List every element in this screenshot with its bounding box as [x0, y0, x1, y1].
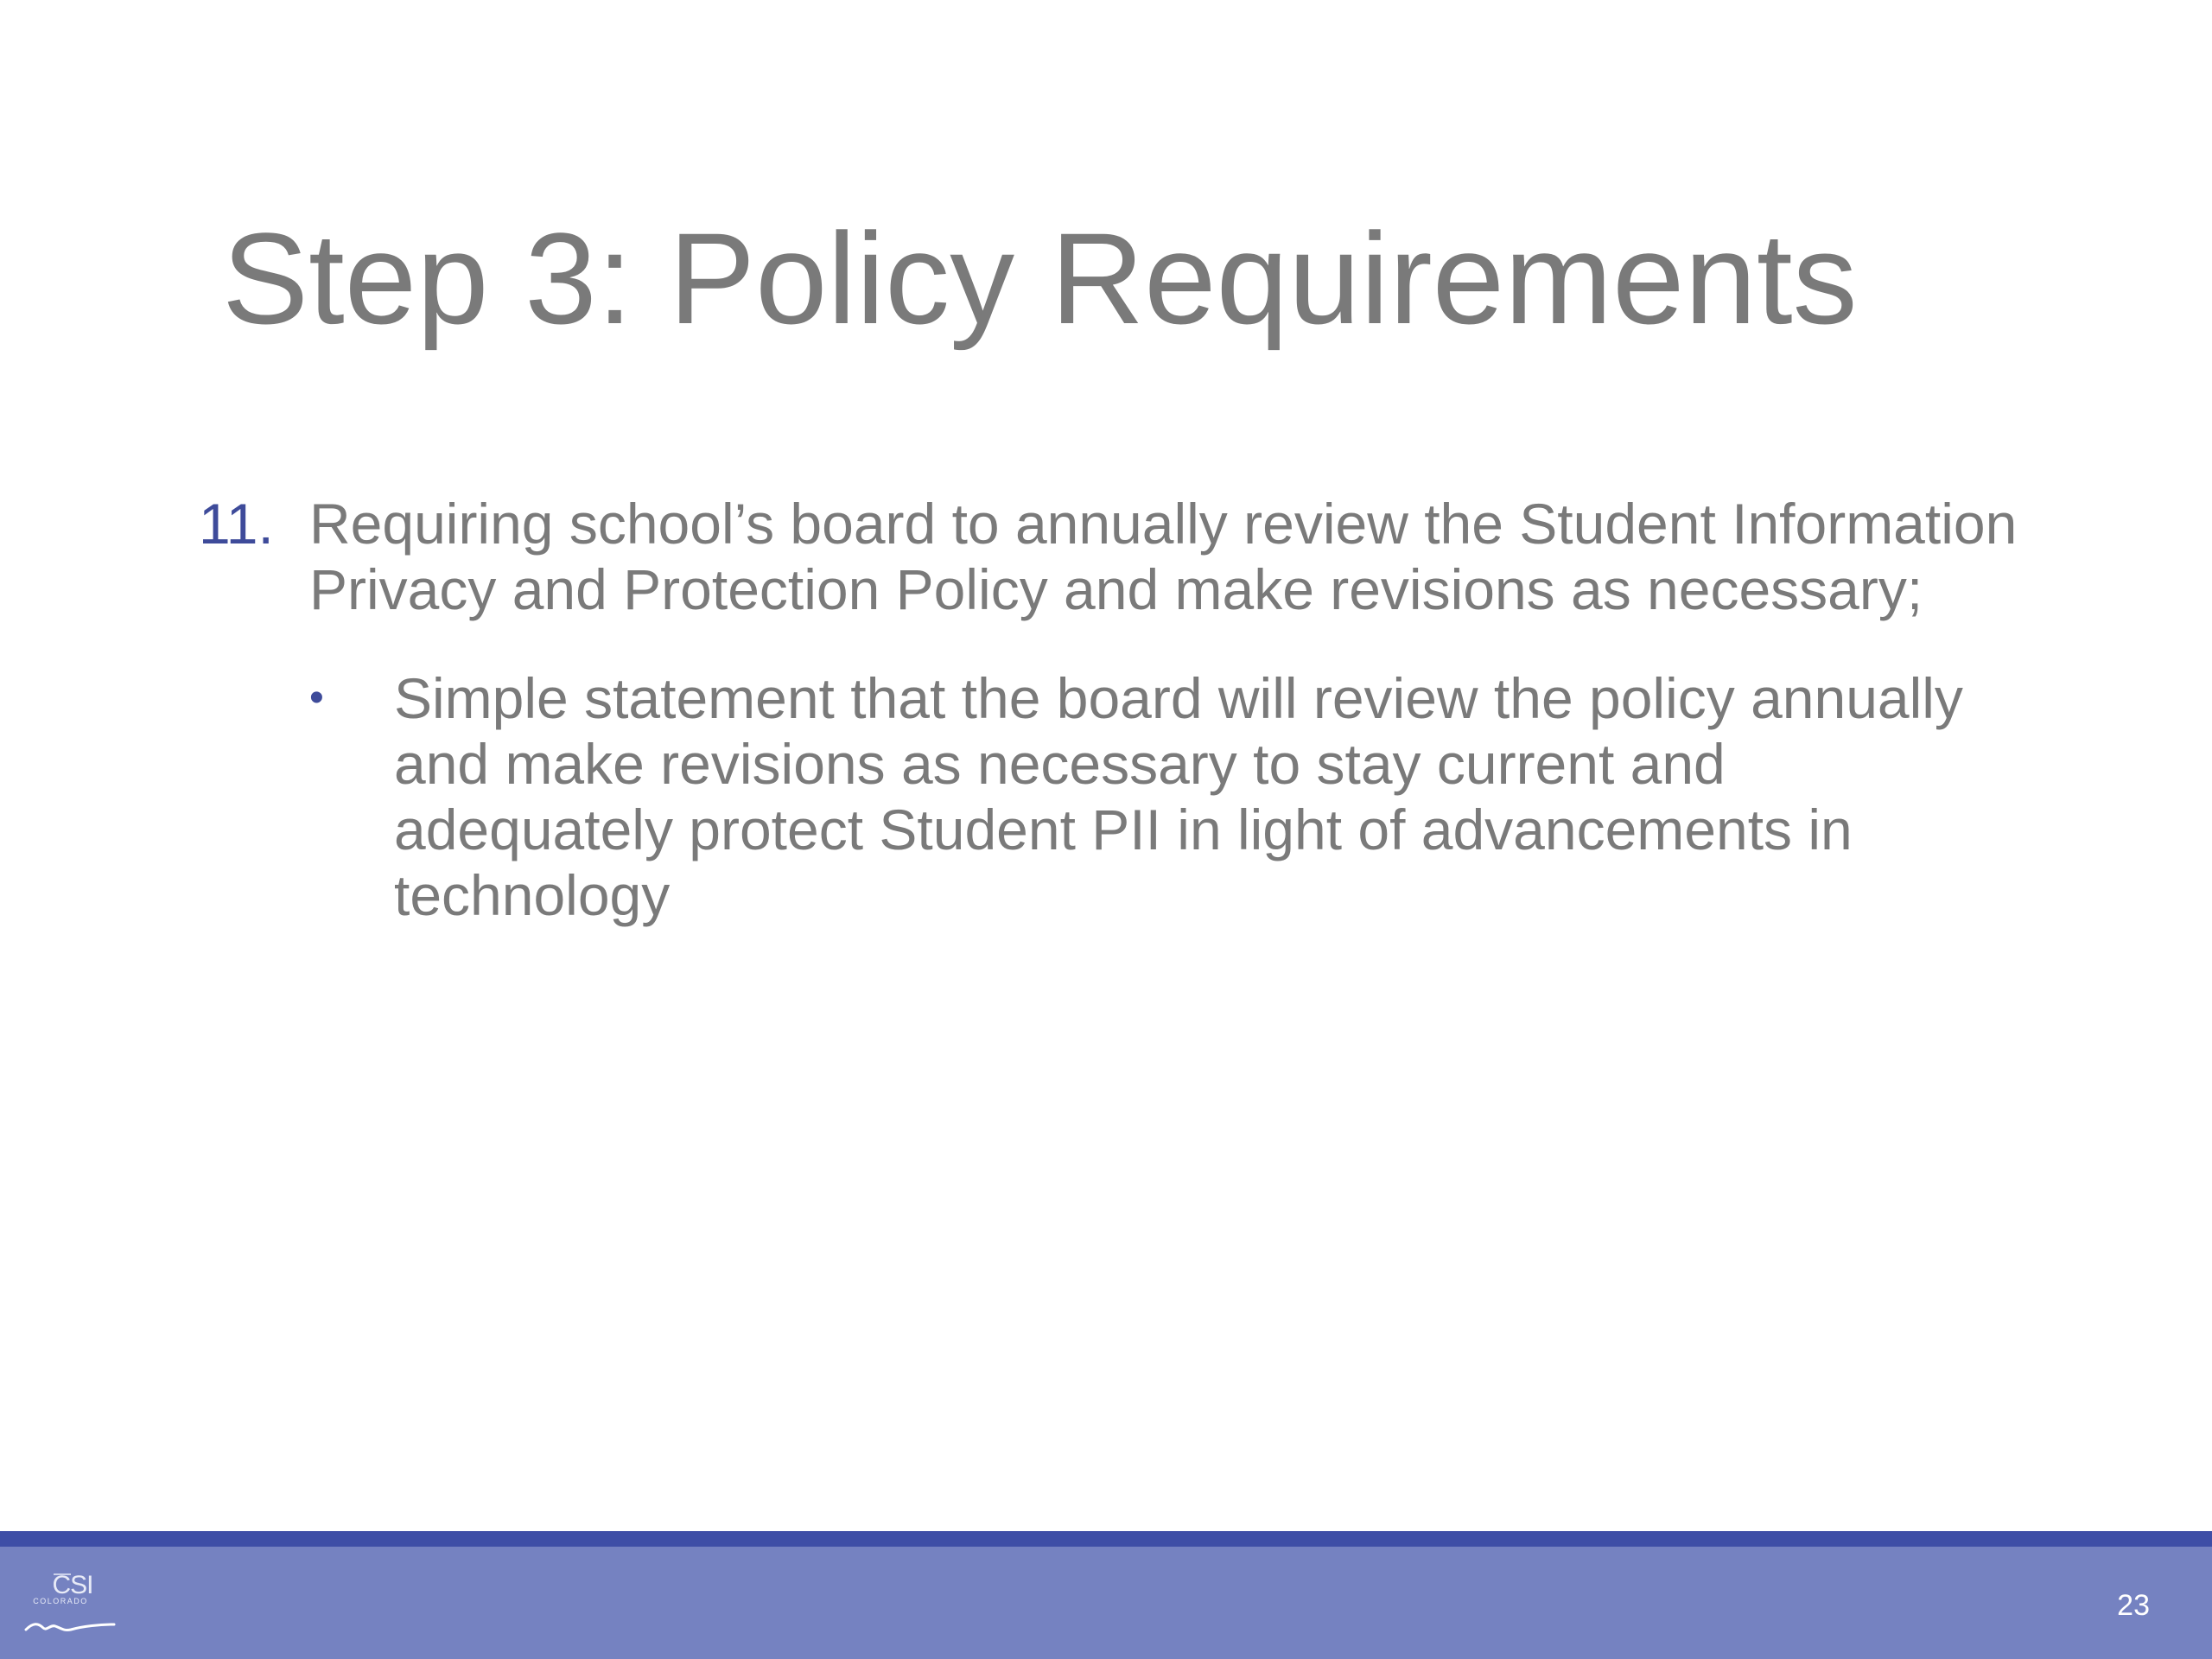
logo-text: CSI	[52, 1571, 93, 1599]
footer-band	[0, 1547, 2212, 1659]
list-number: 11.	[199, 492, 274, 556]
page-number: 23	[2117, 1589, 2150, 1622]
slide-body	[199, 491, 2056, 928]
numbered-list-item	[199, 491, 2056, 622]
bullet-icon: •	[309, 675, 324, 721]
slide-title: Step 3: Policy Requirements	[222, 206, 1858, 351]
csi-colorado-logo	[22, 1564, 118, 1642]
bullet-item-text: Simple statement that the board will review the policy annually and make revisions as necessary to stay current and adequately protect Student PII in light of advancements in technology	[394, 666, 1963, 927]
logo-subtext: COLORADO	[33, 1597, 88, 1605]
bullet-list-item	[309, 665, 2056, 928]
footer-divider	[0, 1531, 2212, 1547]
list-item-text: Requiring school’s board to annually review the Student Information Privacy and Protection Policy and make revisions as necessary;	[309, 492, 2018, 621]
